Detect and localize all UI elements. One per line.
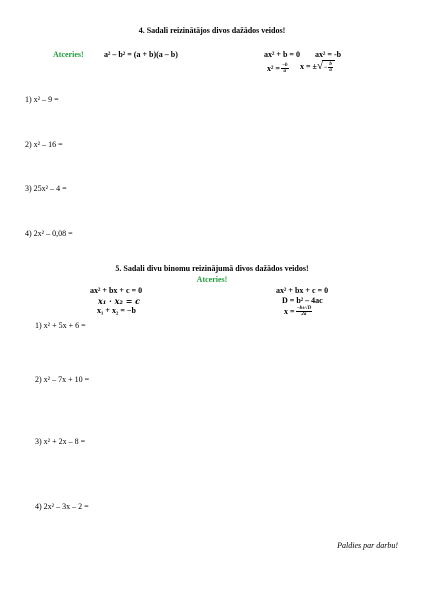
- vieta-product: x₁ · x₂ = c: [98, 296, 141, 306]
- fraction-denominator: a: [283, 69, 286, 74]
- section5-title: 5. Sadali divu binomu reizinājumā divos dažādos veidos!: [115, 264, 309, 273]
- vieta-equation: ax² + bx + c = 0: [90, 286, 143, 295]
- section5-problem-4: 4) 2x² – 3x – 2 =: [35, 502, 89, 511]
- fraction: [281, 63, 289, 74]
- section4-problem-1: 1) x² – 9 =: [25, 95, 59, 104]
- fraction-denominator: a: [329, 68, 332, 73]
- fraction-numerator: b: [329, 62, 332, 67]
- fraction-numerator: −b±√D: [296, 306, 312, 311]
- section5-remember-label: Atceries!: [196, 275, 228, 284]
- quadratic-x-label: x =: [284, 307, 295, 316]
- discriminant-formula: D = b² – 4ac: [282, 296, 323, 305]
- section4-remember-label: Atceries!: [53, 50, 84, 59]
- formula-x2-label: x² =: [267, 64, 280, 73]
- formula-ax2-plus-b: ax² + b = 0: [264, 50, 300, 59]
- formula-x2-fraction: [267, 63, 290, 74]
- fraction: [328, 62, 333, 73]
- fraction: [296, 306, 313, 317]
- radicand: − $\frac{b}{a}$: [322, 60, 335, 73]
- discriminant-equation: ax² + bx + c = 0: [276, 286, 329, 295]
- quadratic-root-formula: [284, 306, 313, 317]
- section4-problem-2: 2) x² – 16 =: [25, 140, 63, 149]
- radical-sign-icon: √: [316, 60, 323, 72]
- section5-problem-1: 1) x² + 5x + 6 =: [35, 321, 86, 330]
- section4-problem-3: 3) 25x² – 4 =: [25, 184, 67, 193]
- formula-x-pm-label: x = ±: [300, 62, 317, 71]
- section4-title: 4. Sadali reizinātājos divos dažādos veidos!: [138, 26, 286, 35]
- vieta-sum: x₁ + x₂ = −b: [97, 306, 136, 315]
- fraction-denominator: 2a: [301, 312, 307, 317]
- fraction-numerator: −b: [281, 63, 288, 68]
- formula-x-plus-minus-root: [300, 60, 335, 73]
- square-root: [317, 60, 335, 73]
- section4-problem-4: 4) 2x² – 0,08 =: [25, 229, 73, 238]
- formula-ax2-equals-minus-b: ax² = -b: [315, 50, 342, 59]
- section5-problem-2: 2) x² – 7x + 10 =: [35, 375, 90, 384]
- footer-thanks: Paldies par darbu!: [337, 541, 398, 550]
- formula-difference-of-squares: a² – b² = (a + b)(a – b): [104, 50, 178, 59]
- section5-problem-3: 3) x² + 2x – 8 =: [35, 437, 86, 446]
